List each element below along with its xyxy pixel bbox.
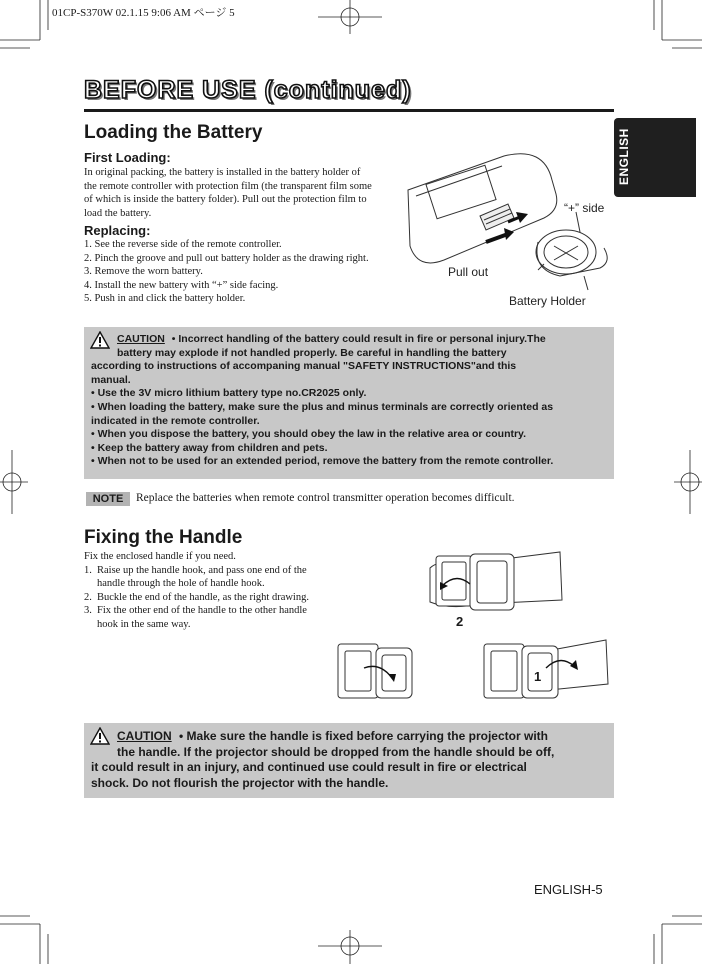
handle-intro: Fix the enclosed handle if you need. [84,551,236,562]
handle-step-text: Buckle the end of the handle, as the right drawing. [97,591,309,603]
first-loading-line: In original packing, the battery is installed in the battery holder of [84,167,361,178]
language-tab-label: ENGLISH [617,128,631,186]
handle-step-text: hook in the same way. [97,618,191,630]
battery-holder-label: Battery Holder [509,294,586,308]
replacing-step: 3. Remove the worn battery. [84,266,203,278]
battery-holder-illustration [404,150,616,310]
first-loading-line: the remote controller with protection film (the transparent film some [84,180,372,192]
print-header: 01CP-S370W 02.1.15 9:06 AM ページ 5 [52,7,235,19]
note-badge: NOTE [86,492,130,506]
plus-side-label: “+” side [564,201,605,215]
handle-caution-box [84,723,614,798]
caution-line: • Keep the battery away from children and pets. [91,441,328,454]
caution-line: • When loading the battery, make sure the plus and minus terminals are correctly oriented as [91,400,554,413]
note-text: Replace the batteries when remote control transmitter operation becomes difficult. [136,492,515,504]
page-title: BEFORE USE (continued) [84,76,412,104]
handle-step-text: Fix the other end of the handle to the other handle [97,605,307,617]
caution-line: manual. [91,373,131,386]
caution-line: according to instructions of accompaning manual "SAFETY INSTRUCTIONS"and this [91,360,517,373]
replacing-step: 5. Push in and click the battery holder. [84,293,246,305]
handle-step-number: 2. [84,591,92,603]
handle-step-number: 3. [84,605,92,617]
replacing-step: 4. Install the new battery with “+” side facing. [84,279,279,291]
caution-line: it could result in an injury, and continued use could result in fire or electrical [91,760,527,774]
battery-heading: Loading the Battery [84,122,263,143]
pull-out-label: Pull out [448,265,489,279]
replacing-heading: Replacing: [84,223,151,238]
first-loading-text [84,166,414,220]
battery-caution-box [84,327,614,479]
replacing-step: 2. Pinch the groove and pull out battery holder as the drawing right. [84,252,369,264]
handle-step-text: Raise up the handle hook, and pass one end of the [97,564,307,576]
first-loading-line: of which is inside the battery folder). Pull out the protection film to [84,194,367,206]
caution-line: shock. Do not flourish the projector with the handle. [91,775,389,790]
caution-line: • Incorrect handling of the battery could result in fire or personal injury.The [171,333,546,345]
handle-heading: Fixing the Handle [84,527,243,548]
first-loading-heading: First Loading: [84,150,171,165]
caution-line: indicated in the remote controller. [91,414,260,427]
page-number: ENGLISH-5 [534,882,603,897]
caution-title: CAUTION [117,333,165,345]
caution-title: CAUTION [117,729,172,743]
figure-label-2: 2 [456,614,464,629]
language-tab [614,118,696,197]
caution-line: • Make sure the handle is fixed before carrying the projector with [179,729,548,743]
replacing-step: 1. See the reverse side of the remote controller. [84,239,282,250]
handle-illustration [330,544,620,706]
caution-line: • When not to be used for an extended period, remove the battery from the remote controller. [91,455,554,468]
caution-line: battery may explode if not handled properly. Be careful in handling the battery [117,346,507,359]
handle-step-text: handle through the hole of handle hook. [97,578,265,590]
caution-line: • Use the 3V micro lithium battery type no.CR2025 only. [91,387,367,400]
handle-step-number: 1. [84,564,92,576]
first-loading-line: load the battery. [84,207,152,219]
replacing-steps [84,238,414,306]
title-rule [84,109,614,112]
caution-line: the handle. If the projector should be dropped from the handle should be off, [117,744,555,759]
caution-line: • When you dispose the battery, you should obey the law in the relative area or country. [91,428,527,441]
figure-label-1: 1 [534,669,542,684]
